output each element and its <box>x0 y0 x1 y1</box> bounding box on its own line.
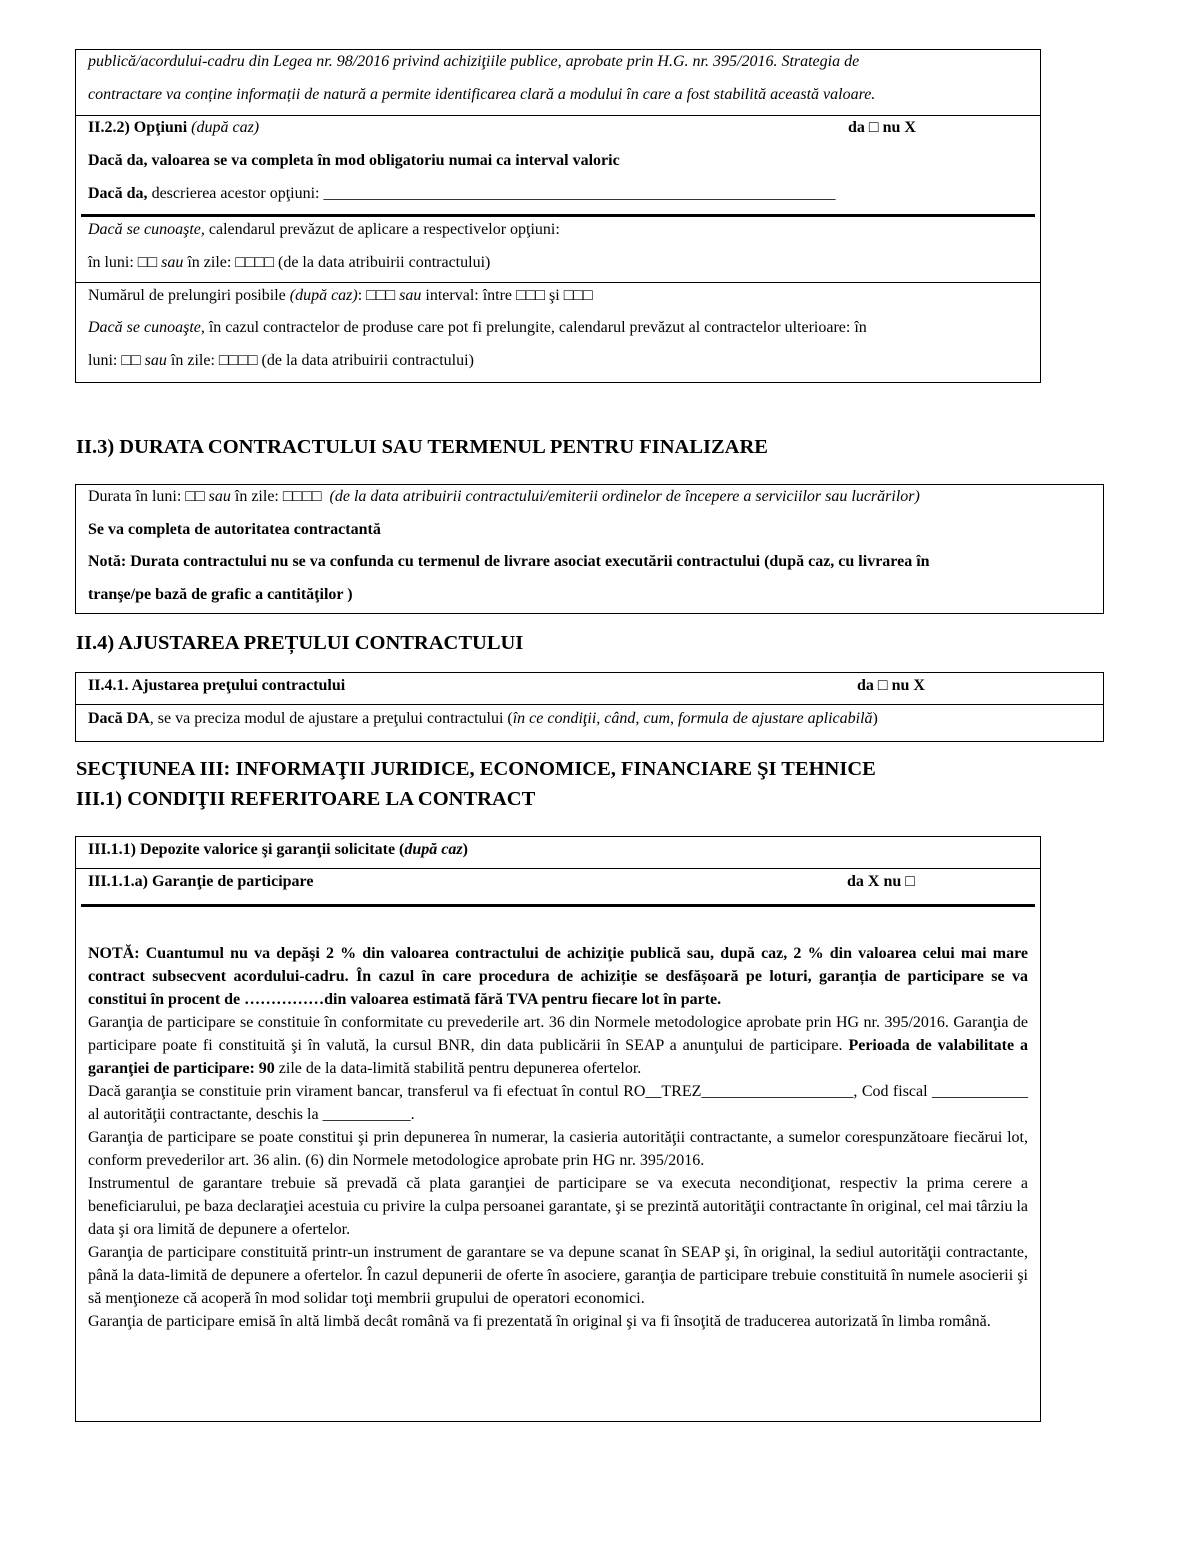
duration-months: Durata în luni: □□ <box>88 488 205 505</box>
price-adjustment-detail <box>88 709 878 729</box>
adjustment-text: , se va preciza modul de ajustare a preţului contractului ( <box>149 710 513 727</box>
options-desc-text: descrierea acestor opţiuni: ________________________________________________________________ <box>151 185 836 202</box>
price-adjustment-label: II.4.1. Ajustarea preţului contractului <box>88 677 346 694</box>
guarantee-box <box>75 836 1041 1422</box>
guarantee-paragraphs <box>88 942 1028 1333</box>
strategy-text-line-1: publică/acordului-cadru din Legea nr. 98/2016 privind achiziţiile publice, aprobate prin H.G. nr. 395/2016. Strategia de <box>88 53 860 70</box>
row-divider <box>76 868 1040 869</box>
products-text: , în cazul contractelor de produse care pot fi prelungite, calendarul prevăzut al contractelor ulterioare: în <box>200 319 867 336</box>
deposits-case: după caz <box>404 841 463 858</box>
options-description <box>88 184 835 204</box>
deposits-close: ) <box>462 841 468 858</box>
guarantee-paragraph-3: Garanţia de participare se poate constitui şi prin depunerea în numerar, la casieria autorităţii contractante, a sumelor corespunzătoare fiecărui lot, conform prevederilor art. 36 alin. (6) din Normele metodologice aprobate prin HG nr. 395/2016. <box>88 1129 1028 1169</box>
duration-days: în zile: □□□□ <box>234 488 322 505</box>
guarantee-paragraph-6: Garanţia de participare emisă în altă limbă decât română va fi prezentată în original şi va fi însoţită de traducerea autorizată în limba română. <box>88 1313 991 1330</box>
adjustment-italic: în ce condiţii, când, cum, formula de ajustare aplicabilă <box>512 710 873 727</box>
extensions-label: Numărul de prelungiri posibile <box>88 287 286 304</box>
options-desc-bold: Dacă da, <box>88 185 148 202</box>
thick-divider <box>81 214 1035 217</box>
duration-note-line-2: tranşe/pe bază de grafic a cantităţilor ) <box>88 586 353 603</box>
options-calendar <box>88 220 560 240</box>
guarantee-paragraph-4: Instrumentul de garantare trebuie să prevadă că plata garanţiei de participare se va executa necondiţionat, respectiv la prima cerere a beneficiarului, pe baza declaraţiei acestuia cu privire la culpa persoanei garantate, şi se prezintă autorităţii contractante în original, cel mai târziu la data şi ora limită de depunere a ofertelor. <box>88 1175 1028 1238</box>
deposits-text: III.1.1) Depozite valorice şi garanţii solicitate ( <box>88 841 405 858</box>
duration-box <box>75 484 1104 614</box>
price-adjustment-box <box>75 672 1104 742</box>
section-heading-legal-info: SECŢIUNEA III: INFORMAŢII JURIDICE, ECONOMICE, FINANCIARE ŞI TEHNICE <box>76 758 876 780</box>
p1-text: Garanţia de participare se constituie în conformitate cu prevederile art. 36 din Normele metodologice aprobate prin HG nr. 395/2016. Garanţia de participare poate fi constituită şi în valută, la cursul BNR, din data publicării în SEAP a anunţului de participare. <box>88 1014 1028 1054</box>
p1-bold: Perioada de valabilitate a garanţiei de participare: 90 <box>88 1037 1029 1077</box>
products-months-days <box>88 351 474 371</box>
guarantee-paragraph-5: Garanţia de participare constituită printr-un instrument de garantare se va depune scanat în SEAP şi, în original, la sediul autorităţii contractante, până la data-limită de depunere a ofertelor. În cazul depunerii de oferte în asociere, garanţia de participare trebuie constituită în numele asocierii şi să menţioneze că acoperă în mod solidar toţi membrii grupului de operatori economici. <box>88 1244 1028 1307</box>
extensions-count <box>88 286 593 306</box>
participation-guarantee-label: III.1.1.a) Garanţie de participare <box>88 873 314 890</box>
options-yes-no: da □ nu X <box>848 119 916 136</box>
or-text: sau <box>208 488 231 505</box>
guarantee-paragraph-2: Dacă garanţia se constituie prin virament bancar, transferul va fi efectuat în contul RO__TREZ___________________, Cod fiscal ____________ al autorităţii contractante, deschis la ___________. <box>88 1083 1028 1123</box>
section-heading-contract-conditions: III.1) CONDIŢII REFERITOARE LA CONTRACT <box>76 788 536 810</box>
days-text: în zile: □□□□ (de la data atribuirii contractului) <box>170 352 474 369</box>
participation-guarantee-yes-no: da X nu □ <box>847 873 915 890</box>
options-heading <box>88 118 259 138</box>
duration-line <box>88 487 920 507</box>
options-months-days <box>88 253 490 273</box>
calendar-italic: Dacă se cunoaşte, <box>88 221 205 238</box>
calendar-text: calendarul prevăzut de aplicare a respectivelor opţiuni: <box>208 221 560 238</box>
or-text: sau <box>144 352 167 369</box>
extensions-boxes: : □□□ <box>357 287 396 304</box>
options-case: (după caz) <box>191 119 260 136</box>
row-divider <box>76 704 1103 705</box>
yes-bold: Dacă DA <box>88 710 150 727</box>
section-heading-price-adjustment: II.4) AJUSTAREA PREȚULUI CONTRACTULUI <box>76 632 524 654</box>
products-italic: Dacă se cunoaşte <box>88 319 201 336</box>
months-text: în luni: □□ <box>88 254 158 271</box>
section-heading-duration: II.3) DURATA CONTRACTULUI SAU TERMENUL PENTRU FINALIZARE <box>76 436 768 458</box>
p1-end: zile de la data-limită stabilită pentru depunerea ofertelor. <box>278 1060 642 1077</box>
guarantee-note: NOTĂ: Cuantumul nu va depăşi 2 % din valoarea contractului de achiziţie publică sau, după caz, 2 % din valoarea celui mai mare contract subsecvent acordului-cadru. În cazul în care procedura de achiziție se desfășoară pe loturi, garanția de participare se va constitui în procent de ……………din valoarea estimată fără TVA pentru fiecare lot în parte. <box>88 945 1028 1008</box>
strategy-text-line-2: contractare va conține informații de natură a permite identificarea clară a modului în care a fost stabilită această valoare. <box>88 86 876 103</box>
months-text: luni: □□ <box>88 352 141 369</box>
thick-divider <box>81 904 1035 907</box>
extensions-case: (după caz) <box>289 287 358 304</box>
options-interval-note: Dacă da, valoarea se va completa în mod obligatoriu numai ca interval valoric <box>88 152 620 169</box>
or-text: sau <box>161 254 184 271</box>
products-calendar <box>88 318 867 338</box>
price-adjustment-yes-no: da □ nu X <box>857 677 925 694</box>
or-text: sau <box>399 287 422 304</box>
duration-note-line-1: Notă: Durata contractului nu se va confunda cu termenul de livrare asociat executării contractului (după caz, cu livrarea în <box>88 553 930 570</box>
duration-note: (de la data atribuirii contractului/emiterii ordinelor de începere a serviciilor sau lucrărilor) <box>329 488 920 505</box>
deposits-label <box>88 840 468 860</box>
filled-by-authority: Se va completa de autoritatea contractantă <box>88 521 381 538</box>
guarantee-paragraph-1 <box>88 1011 1028 1080</box>
row-divider <box>76 282 1040 283</box>
adjustment-close: ) <box>872 710 878 727</box>
days-text: în zile: □□□□ (de la data atribuirii contractului) <box>187 254 491 271</box>
extensions-interval: interval: între □□□ şi □□□ <box>425 287 593 304</box>
row-divider <box>76 115 1040 116</box>
options-box <box>75 49 1041 383</box>
options-label: II.2.2) Opţiuni <box>88 119 188 136</box>
